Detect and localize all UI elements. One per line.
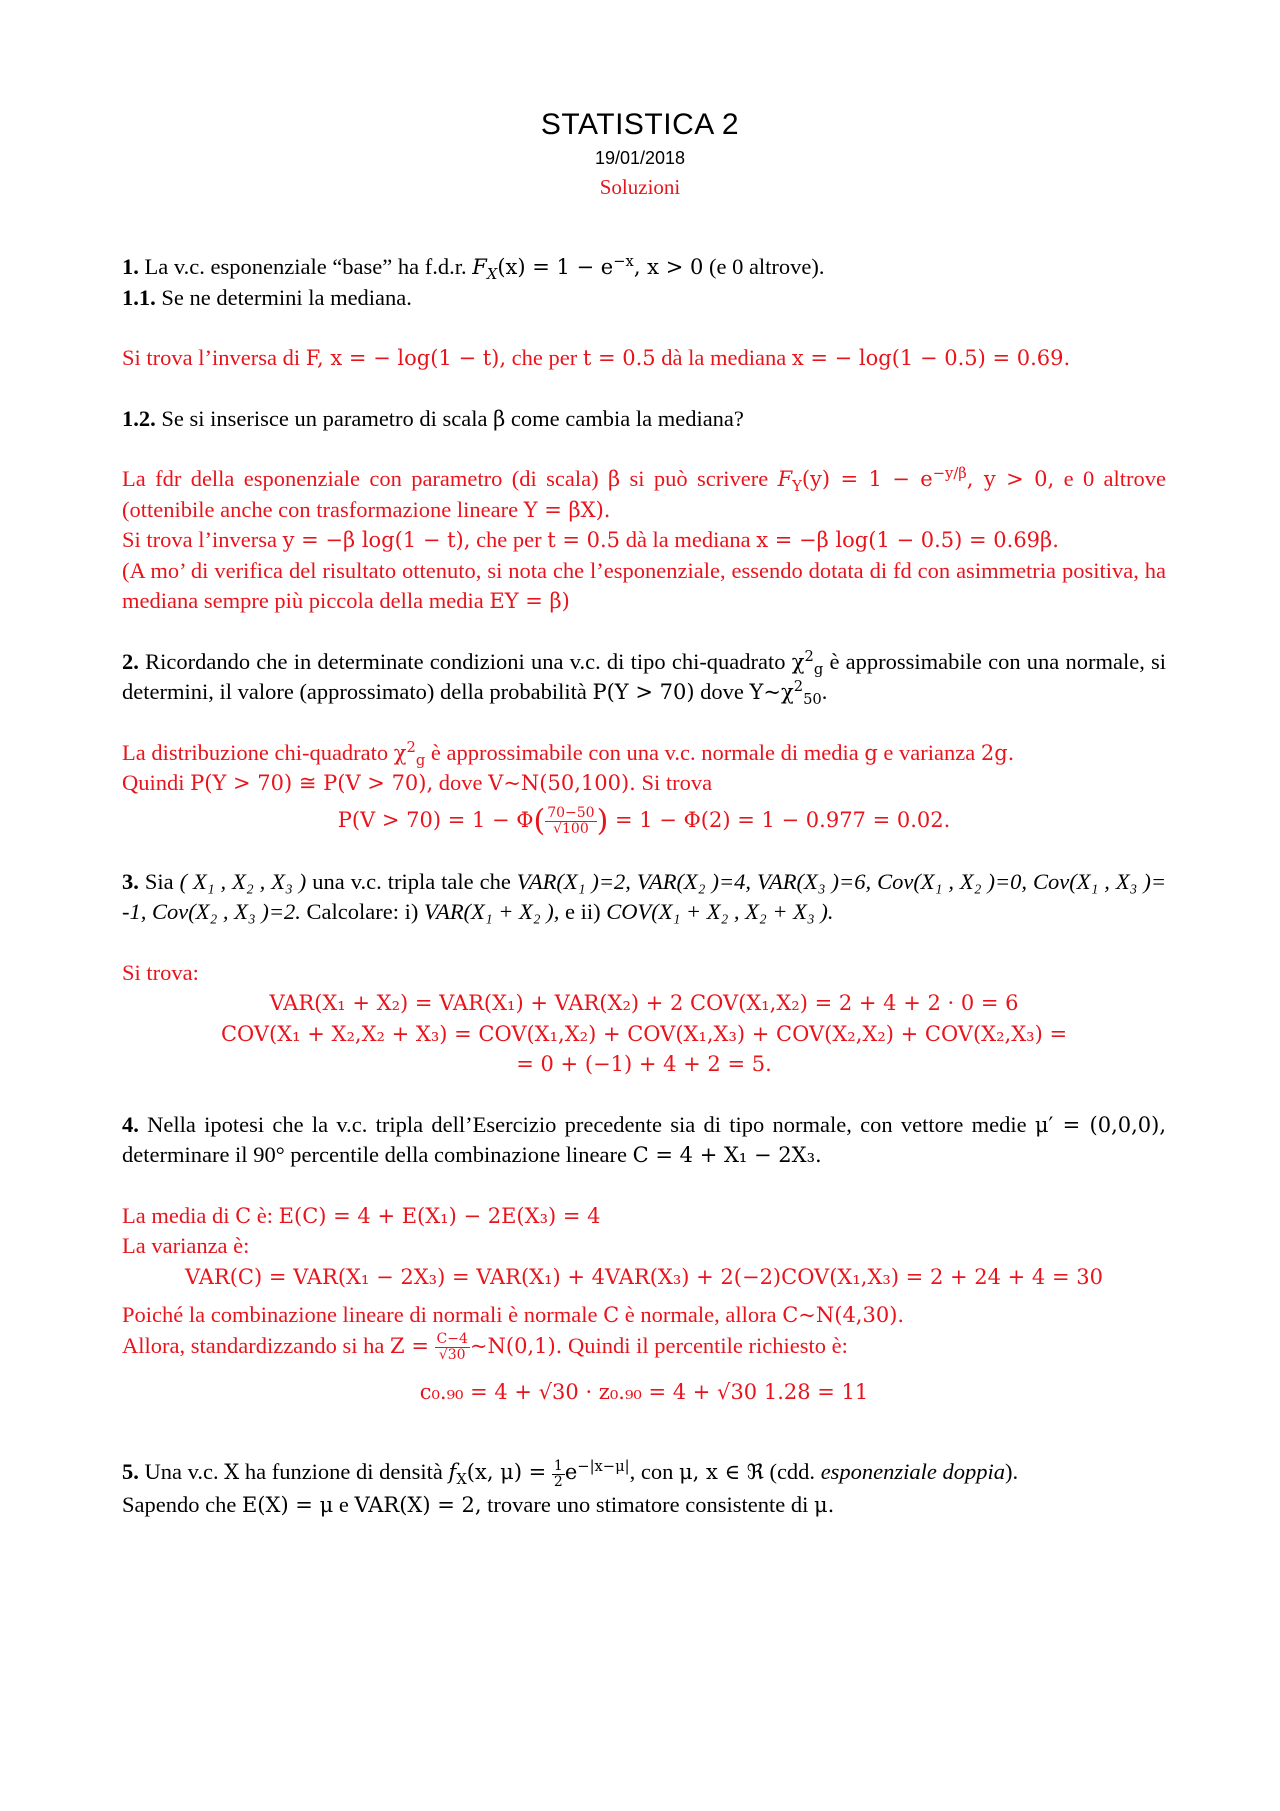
document-subtitle: Soluzioni <box>599 175 681 199</box>
exercise-4-variance-equation: VAR(C) = VAR(X₁ − 2X₃) = VAR(X₁) + 4VAR(X₃) + 2(−2)COV(X₁,X₃) = 2 + 24 + 4 = 30 <box>185 1264 1103 1289</box>
exercise-3-statement: 3. Sia ( X₁ , X₂ , X₃ ) una v.c. tripla tale che VAR(X₁ )=2, VAR(X₂ )=4, VAR(X₃ )=6, Cov(X₁ , X₂ )=0, Cov(X₁ , X₃ )= -1, Cov(X₂ , X₃ )=2. Calcolare: i) VAR(X₁ + X₂ ), e ii) COV(X₁ + X₂ , X₂ + X₃ ). <box>122 868 1167 924</box>
document-header <box>0 108 1280 200</box>
exercise-1-2-question: 1.2. Se si inserisce un parametro di scala β come cambia la mediana? <box>122 405 744 431</box>
exercise-3-equation-3: = 0 + (−1) + 4 + 2 = 5. <box>516 1052 772 1076</box>
exercise-1-1-solution: Si trova l’inversa di F, x = − log(1 − t), che per t = 0.5 dà la mediana x = − log(1 − 0.5) = 0.69. <box>122 345 1071 370</box>
exercise-1-1-question: 1.1. Se ne determini la mediana. <box>122 284 412 310</box>
exercise-1-statement: 1. La v.c. esponenziale “base” ha f.d.r. $F_X(x) = 1 - e^{-x}$, x > 0 (e 0 altrove). <box>122 253 825 284</box>
exercise-1-2-solution: La fdr della esponenziale con parametro (di scala) β si può scrivere $F_Y(y) = 1 - e^{-y/\beta}$, y > 0, e 0 altrove (ottenibile anche con trasformazione lineare Y = βX). Si trova l’inversa y = −β log(1 − t), che per t = 0.5 dà la mediana x = −β log(1 − 0.5) = 0.69β. (A mo’ di verifica del risultato ottenuto, si nota che l’esponenziale, essendo dotata di fd con asimmetria positiva, ha mediana sempre più piccola della media EY = β) <box>122 465 1167 613</box>
exercise-2-statement: 2. Ricordando che in determinate condizioni una v.c. di tipo chi-quadrato $\chi^2_g$ è approssimabile con una normale, si determini, il valore (approssimato) della probabilità P(Y > 70) dove $Y\sim\chi^2_{50}$. <box>122 647 1167 709</box>
exercise-2-equation: P(V > 70) = 1 − Φ( $\frac{70-50}{√100}$ ) = 1 − Φ(2) = 1 − 0.977 = 0.02. <box>337 802 951 838</box>
exercise-3-equation-2: COV(X₁ + X₂,X₂ + X₃) = COV(X₁,X₂) + COV(X₁,X₃) + COV(X₂,X₂) + COV(X₂,X₃) = <box>220 1021 1068 1046</box>
exercise-3-solution: Si trova: VAR(X₁ + X₂) = VAR(X₁) + VAR(X₂) + 2 COV(X₁,X₂) = 2 + 4 + 2 · 0 = 6 COV(X₁ + X₂,X₂ + X₃) = COV(X₁,X₂) + COV(X₁,X₃) + COV(X₂,X₂) + COV(X₂,X₃) = = 0 + (−1) + 4 + 2 = 5. <box>122 958 1166 1080</box>
document-date: 19/01/2018 <box>594 148 686 168</box>
exercise-4-solution: La media di C è: E(C) = 4 + E(X₁) − 2E(X₃) = 4 La varianza è: VAR(C) = VAR(X₁ − 2X₃) = VAR(X₁) + 4VAR(X₃) + 2(−2)COV(X₁,X₃) = 2 + 24 + 4 = 30 Poiché la combinazione lineare di normali è normale C è normale, allora C~N(4,30). Allora, standardizzando si ha Z = $\frac{C-4}{√30}$ ~N(0,1). Quindi il percentile richiesto è: c₀.₉₀ = 4 + √30 · z₀.₉₀ = 4 + √30 1.28 = 11 <box>122 1201 1166 1408</box>
document-title: STATISTICA 2 <box>540 108 740 141</box>
exercise-3-equation-1: VAR(X₁ + X₂) = VAR(X₁) + VAR(X₂) + 2 COV(X₁,X₂) = 2 + 4 + 2 · 0 = 6 <box>269 991 1019 1015</box>
exercise-4-percentile-equation: c₀.₉₀ = 4 + √30 · z₀.₉₀ = 4 + √30 1.28 = 11 <box>419 1379 869 1404</box>
exercise-5-statement: 5. Una v.c. X ha funzione di densità $f_X(x$, μ) = $\frac{1}{2}$ $e^{-|x-\mu|}$, con μ, x ∈ ℜ (cdd. esponenziale doppia). Sapendo che E(X) = μ e VAR(X) = 2, trovare uno stimatore consistente di μ. <box>122 1457 1019 1517</box>
exercise-4-statement: 4. Nella ipotesi che la v.c. tripla dell’Esercizio precedente sia di tipo normale, con vettore medie μ′ = (0,0,0), determinare il 90° percentile della combinazione lineare C = 4 + X₁ − 2X₃. <box>122 1111 1167 1167</box>
exercise-2-solution: La distribuzione chi-quadrato $\chi^2_g$ è approssimabile con una v.c. normale di media g e varianza 2g. Quindi P(Y > 70) ≅ P(V > 70), dove V~N(50,100). Si trova <box>122 738 1015 795</box>
document-body <box>122 252 1166 1520</box>
